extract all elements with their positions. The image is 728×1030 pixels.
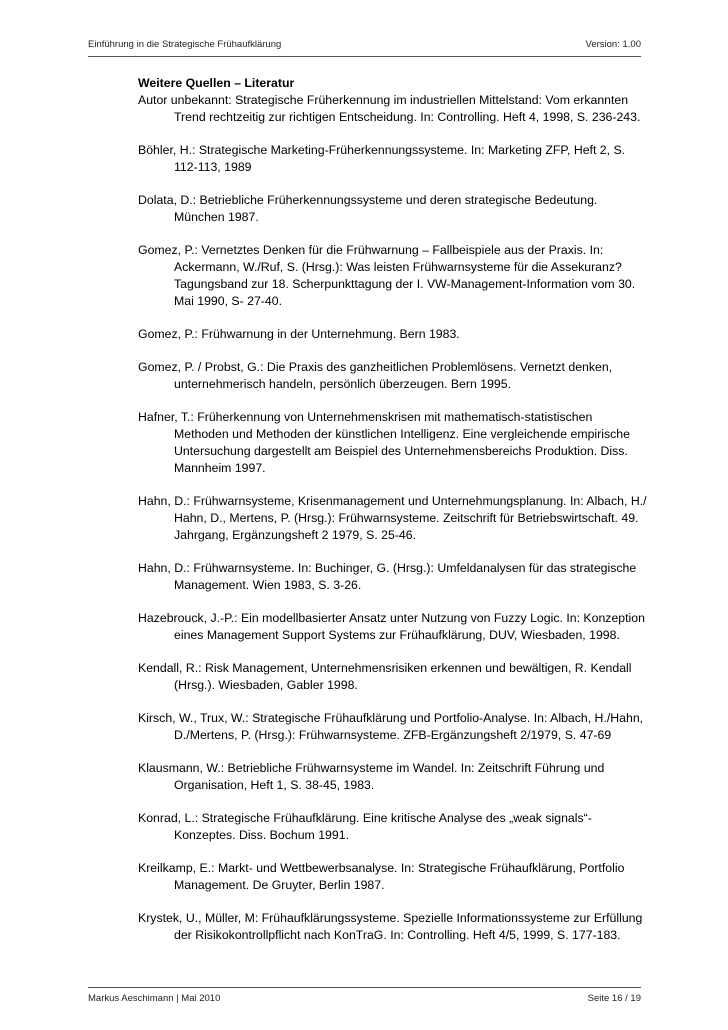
reference-item: Autor unbekannt: Strategische Früherkennung im industriellen Mittelstand: Vom erkannten Trend rechtzeitig zur richtigen Entscheidung. In: Controlling. Heft 4, 1998, S. 236-243. xyxy=(138,93,641,124)
reference-item: Hahn, D.: Frühwarnsysteme, Krisenmanagement und Unternehmungsplanung. In: Albach, H./ Hahn, D., Mertens, P. (Hrsg.): Frühwarnsysteme. Zeitschrift für Betriebswirtschaft. 49. Jahrgang, Ergänzungsheft 2 1979, S. 25-46. xyxy=(138,494,647,542)
reference-item: Hazebrouck, J.-P.: Ein modellbasierter Ansatz unter Nutzung von Fuzzy Logic. In: Konzeption eines Management Support Systems zur Frühaufklärung, DUV, Wiesbaden, 1998. xyxy=(138,611,645,642)
footer-author-date: Markus Aeschimann | Mai 2010 xyxy=(88,993,221,1004)
footer-divider xyxy=(88,987,641,988)
reference-item: Kirsch, W., Trux, W.: Strategische Frühaufklärung und Portfolio-Analyse. In: Albach, H./Hahn, D./Mertens, P. (Hrsg.): Frühwarnsysteme. ZFB-Ergänzungsheft 2/1979, S. 47-69 xyxy=(138,711,644,742)
document-version: Version: 1.00 xyxy=(585,39,641,50)
reference-item: Gomez, P.: Frühwarnung in der Unternehmung. Bern 1983. xyxy=(138,327,460,341)
reference-item: Gomez, P. / Probst, G.: Die Praxis des ganzheitlichen Problemlösens. Vernetzt denken, unternehmerisch handeln, persönlich überzeugen. Bern 1995. xyxy=(138,360,613,391)
reference-item: Krystek, U., Müller, M: Frühaufklärungssysteme. Spezielle Informationssysteme zur Erfüllung der Risikokontrollpflicht nach KonTraG. In: Controlling. Heft 4/5, 1999, S. 177-183. xyxy=(138,911,643,942)
document-title: Einführung in die Strategische Frühaufklärung xyxy=(88,39,282,50)
page-number: Seite 16 / 19 xyxy=(587,993,641,1004)
reference-item: Kreilkamp, E.: Markt- und Wettbewerbsanalyse. In: Strategische Frühaufklärung, Portfolio Management. De Gruyter, Berlin 1987. xyxy=(138,861,625,892)
reference-item: Klausmann, W.: Betriebliche Frühwarnsysteme im Wandel. In: Zeitschrift Führung und Organisation, Heft 1, S. 38-45, 1983. xyxy=(138,761,605,792)
page-header xyxy=(88,39,641,53)
page-footer xyxy=(88,993,641,1007)
page-content xyxy=(138,75,648,960)
reference-item: Hahn, D.: Frühwarnsysteme. In: Buchinger, G. (Hrsg.): Umfeldanalysen für das strategische Management. Wien 1983, S. 3-26. xyxy=(138,561,637,592)
header-divider xyxy=(88,56,641,57)
reference-list xyxy=(138,92,648,944)
reference-item: Gomez, P.: Vernetztes Denken für die Frühwarnung – Fallbeispiele aus der Praxis. In: Ackermann, W./Ruf, S. (Hrsg.): Was leisten Frühwarnsysteme für die Assekuranz? Tagungsband zur 18. Scherpunkttagung der I. VW-Management-Information vom 30. Mai 1990, S- 27-40. xyxy=(138,243,636,308)
section-title: Weitere Quellen – Literatur xyxy=(138,76,295,90)
reference-item: Hafner, T.: Früherkennung von Unternehmenskrisen mit mathematisch-statistischen Methoden und Methoden der künstlichen Intelligenz. Eine vergleichende empirische Untersuchung dargestellt am Beispiel des Unternehmensbereichs Produktion. Diss. Mannheim 1997. xyxy=(138,410,630,475)
reference-item: Kendall, R.: Risk Management, Unternehmensrisiken erkennen und bewältigen, R. Kendall (Hrsg.). Wiesbaden, Gabler 1998. xyxy=(138,661,632,692)
reference-item: Dolata, D.: Betriebliche Früherkennungssysteme und deren strategische Bedeutung. München 1987. xyxy=(138,193,598,224)
reference-item: Konrad, L.: Strategische Frühaufklärung. Eine kritische Analyse des „weak signals“-Konzeptes. Diss. Bochum 1991. xyxy=(138,811,592,842)
reference-item: Böhler, H.: Strategische Marketing-Früherkennungssysteme. In: Marketing ZFP, Heft 2, S. 112-113, 1989 xyxy=(138,143,626,174)
